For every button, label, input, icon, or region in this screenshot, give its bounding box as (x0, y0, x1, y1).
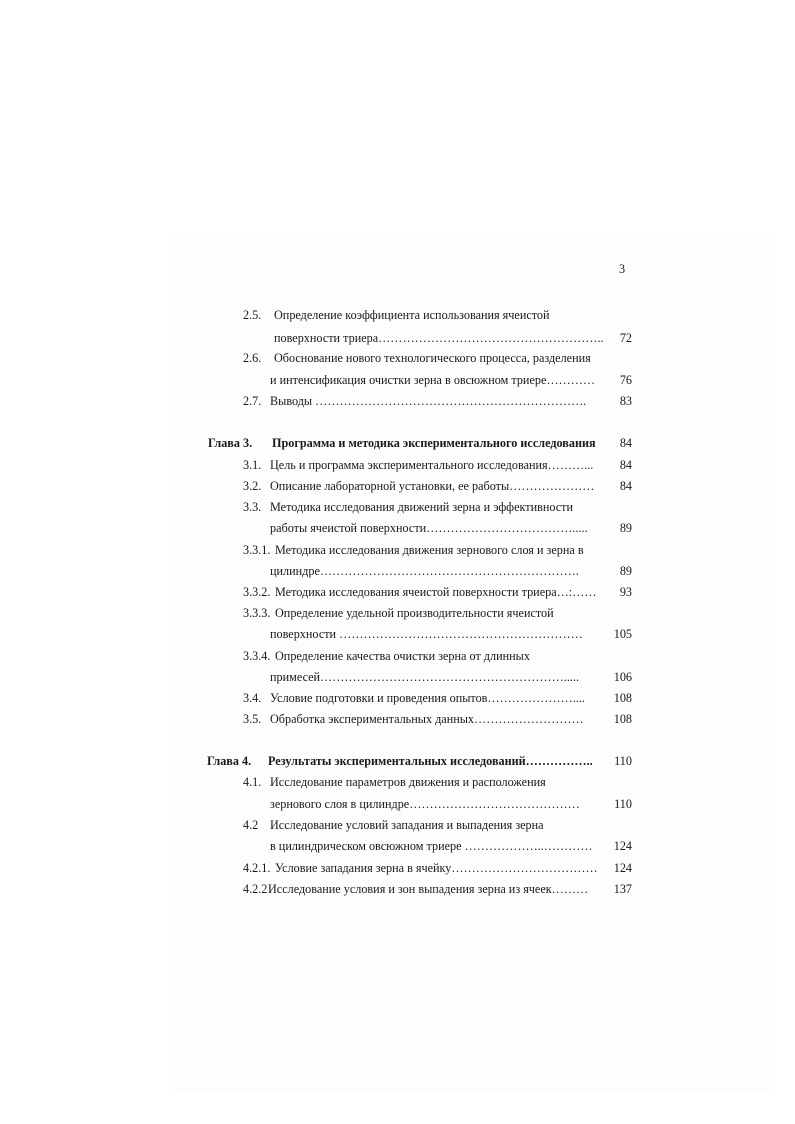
toc-num: 2.5. (243, 308, 262, 322)
toc-page: 110 (614, 754, 632, 768)
toc-text: и интенсификация очистки зерна в овсюжном триере………… (270, 373, 596, 387)
page-number: 3 (619, 262, 626, 276)
toc-num: 3.3.3. (243, 606, 271, 620)
chapter-num: Глава 3. (208, 436, 253, 450)
toc-page: 84 (619, 458, 632, 472)
toc-num: 3.5. (243, 712, 262, 726)
toc-text: Условие западания зерна в ячейку……………………………… (275, 861, 598, 875)
toc-num: 3.3.4. (243, 649, 271, 663)
toc-page: 76 (619, 373, 632, 387)
toc-page: 108 (613, 712, 632, 726)
toc-num: 3.3.1. (243, 543, 271, 557)
toc-num: 2.6. (243, 351, 262, 365)
toc-page: 83 (619, 394, 632, 408)
toc-text: работы ячеистой поверхности………………………………..... (270, 521, 588, 535)
toc-page: 84 (619, 479, 632, 493)
toc-num: 3.1. (243, 458, 262, 472)
toc-text: Методика исследования движения зернового слоя и зерна в (275, 543, 584, 557)
toc-text: поверхности …………………………………………………… (270, 627, 583, 641)
toc-text: зернового слоя в цилиндре…………………………………… (270, 797, 580, 811)
toc-page: 137 (613, 882, 632, 896)
toc-page: 89 (619, 521, 632, 535)
toc-text: Условие подготовки и проведения опытов………………….... (270, 691, 585, 705)
toc-text: Выводы …………………………………………………………. (270, 394, 587, 408)
toc-page: 108 (613, 691, 632, 705)
toc-text: примесей……………………………………………………..... (270, 670, 580, 684)
toc-text: Исследование параметров движения и расположения (270, 775, 546, 789)
toc-text: Цель и программа экспериментального исследования………... (270, 458, 594, 472)
toc-text: поверхности триера……………………………………………….. (274, 331, 604, 345)
toc-page: 105 (613, 627, 632, 641)
toc-page: 72 (619, 331, 632, 345)
chapter-title: Результаты экспериментальных исследований…………….. (268, 754, 593, 768)
toc-num: 4.1. (243, 775, 262, 789)
toc-text: Обработка экспериментальных данных……………………… (270, 712, 584, 726)
toc-page: 124 (613, 861, 632, 875)
toc-text: Описание лабораторной установки, ее работы………………… (270, 479, 595, 493)
toc-text: Обоснование нового технологического процесса, разделения (274, 351, 591, 365)
toc-num: 4.2.2 (243, 882, 268, 896)
toc-text: Методика исследования ячеистой поверхности триера…:…… (275, 585, 597, 599)
toc-text: Определение качества очистки зерна от длинных (275, 649, 530, 663)
chapter-title: Программа и методика экспериментального исследования (272, 436, 596, 450)
chapter-num: Глава 4. (207, 754, 252, 768)
toc-page: 89 (619, 564, 632, 578)
toc-text: Определение удельной производительности ячеистой (275, 606, 554, 620)
toc-text: Исследование условия и зон выпадения зерна из ячеек……… (268, 882, 589, 896)
toc-page: 106 (613, 670, 632, 684)
toc-page: 124 (613, 839, 632, 853)
toc-page: 84 (619, 436, 632, 450)
toc-text: цилиндре………………………………………………………. (270, 564, 579, 578)
toc-num: 4.2 (243, 818, 259, 832)
toc-num: 4.2.1. (243, 861, 271, 875)
toc-text: в цилиндрическом овсюжном триере ………………..………… (270, 839, 593, 853)
toc-num: 3.3.2. (243, 585, 271, 599)
toc-num: 3.2. (243, 479, 262, 493)
toc-page: 110 (614, 797, 632, 811)
toc-page: 93 (619, 585, 632, 599)
toc-text: Методика исследования движений зерна и эффективности (270, 500, 574, 514)
toc-text: Исследование условий западания и выпадения зерна (270, 818, 544, 832)
toc-text: Определение коэффициента использования ячеистой (274, 308, 550, 322)
toc-num: 2.7. (243, 394, 262, 408)
toc-num: 3.3. (243, 500, 262, 514)
toc-num: 3.4. (243, 691, 262, 705)
